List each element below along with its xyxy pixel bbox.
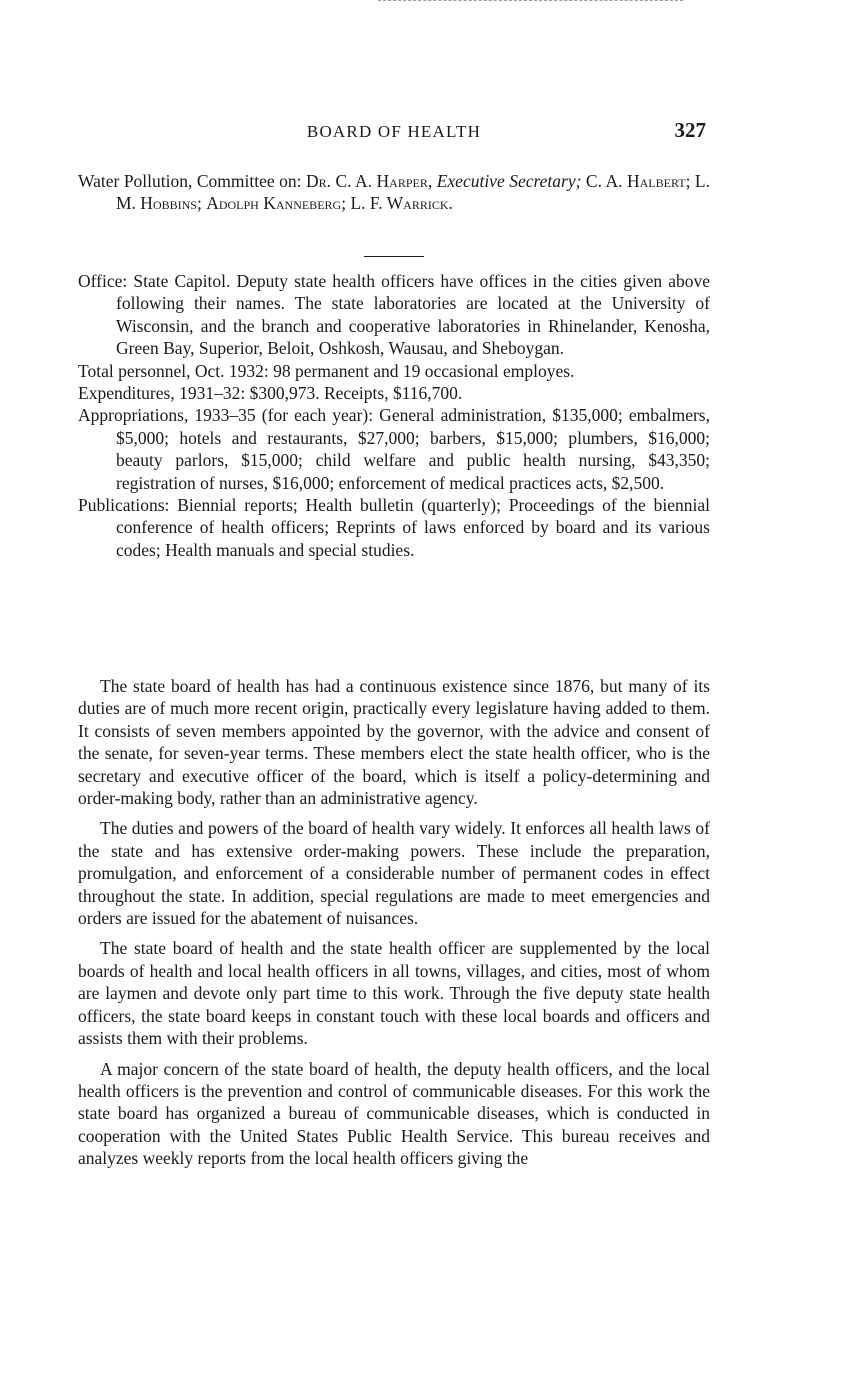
facts-list	[78, 270, 710, 561]
body-paragraph: The duties and powers of the board of health vary widely. It enforces all health laws of the state and has extensive order-making powers. These include the preparation, promulgation, and enforcement of a considerable number of permanent codes in effect throughout the state. In addition, special regulations are made to meet emergencies and orders are issued for the abatement of nuisances.	[78, 818, 710, 929]
committee-member: Dr. C. A. Harper,	[305, 171, 433, 191]
fact-expenditures: Expenditures, 1931–32: $300,973. Receipts, $116,700.	[78, 383, 463, 404]
fact-office: Office: State Capitol. Deputy state health officers have offices in the cities given above following their names. The state laboratories are located at the University of Wisconsin, and the branch and cooperative laboratories in Rhinelander, Kenosha, Green Bay, Superior, Beloit, Oshkosh, Wausau, and Sheboygan.	[78, 271, 710, 359]
committee-paragraph	[78, 170, 710, 215]
body-text	[78, 675, 710, 1178]
fact-personnel: Total personnel, Oct. 1932: 98 permanent and 19 occasional employes.	[78, 360, 575, 381]
body-paragraph: A major concern of the state board of health, the deputy health officers, and the local health officers is the prevention and control of communicable diseases. For this work the state board has organized a bureau of communicable diseases, which is conducted in cooperation with the United States Public Health Service. This bureau receives and analyzes weekly reports from the local health officers giving the	[78, 1058, 710, 1169]
committee-member: C. A. Halbert;	[585, 171, 691, 191]
committee-member-role: Executive Secretary;	[436, 171, 582, 191]
committee-label: Water Pollution, Committee on:	[78, 171, 302, 191]
document-page	[78, 0, 710, 1380]
fact-appropriations: Appropriations, 1933–35 (for each year): General administration, $135,000; embalmers, $5,000; hotels and restaurants, $27,000; barbers, $15,000; plumbers, $16,000; beauty parlors, $15,000; child welfare and public health nursing, $43,350; registration of nurses, $16,000; enforcement of medical practices acts, $2,500.	[78, 405, 710, 493]
committee-member: L. M. Hobbins;	[116, 171, 710, 214]
body-paragraph: The state board of health has had a continuous existence since 1876, but many of its duties are of much more recent origin, practically every legislature having added to them. It consists of seven members appointed by the governor, with the advice and consent of the senate, for seven-year terms. These members elect the state health officer, who is the secretary and executive officer of the board, which is itself a policy-determining and order-making body, rather than an administrative agency.	[78, 676, 710, 809]
page-number: 327	[674, 118, 706, 142]
section-divider	[364, 256, 424, 257]
top-scan-rule	[378, 0, 683, 4]
committee-member: Adolph Kanneberg;	[206, 193, 347, 214]
running-head: BOARD OF HEALTH	[306, 122, 482, 141]
page-header	[78, 118, 710, 146]
body-paragraph: The state board of health and the state health officer are supplemented by the local boards of health and local health officers in all towns, villages, and cities, most of whom are laymen and devote only part time to this work. Through the five deputy state health officers, the state board keeps in constant touch with these local boards and officers and assists them with their problems.	[78, 938, 710, 1049]
committee-entry	[78, 170, 710, 215]
fact-publications: Publications: Biennial reports; Health bulletin (quarterly); Proceedings of the biennial conference of health officers; Reprints of laws enforced by board and its various codes; Health manuals and special studies.	[78, 495, 710, 560]
committee-member: L. F. Warrick.	[350, 193, 453, 214]
